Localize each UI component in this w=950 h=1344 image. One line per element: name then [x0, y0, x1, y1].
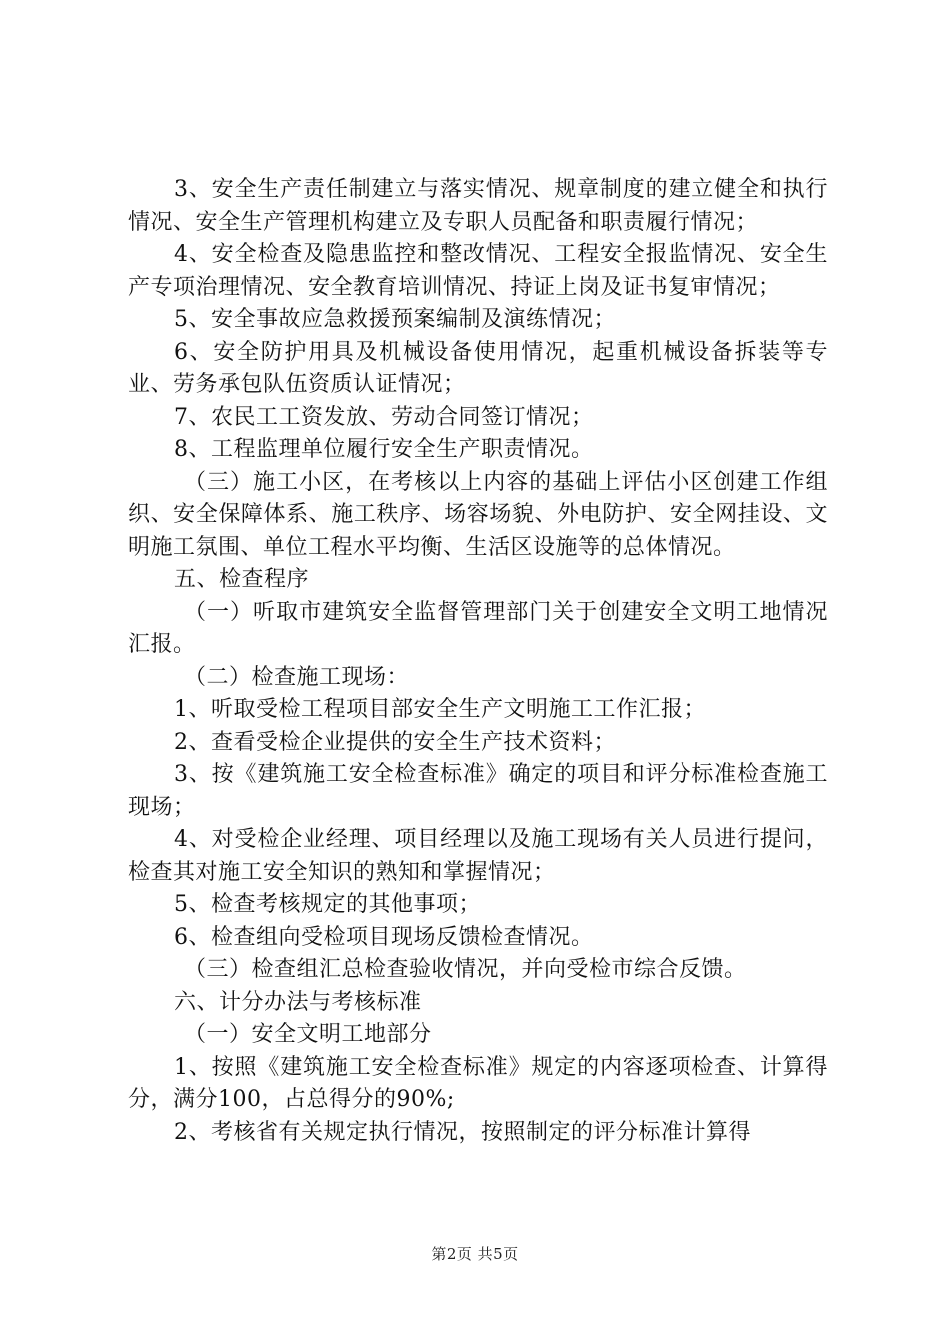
- paragraph: 1、听取受检工程项目部安全生产文明施工工作汇报；: [174, 697, 706, 722]
- paragraph: 3、安全生产责任制建立与落实情况、规章制度的建立健全和执行情况、安全生产管理机构建立及专职人员配备和职责履行情况；: [128, 177, 828, 235]
- page-number-label: 第2页 共5页: [431, 1245, 519, 1263]
- paragraph: 5、检查考核规定的其他事项；: [174, 892, 481, 917]
- paragraph: 4、安全检查及隐患监控和整改情况、工程安全报监情况、安全生产专项治理情况、安全教育培训情况、持证上岗及证书复审情况；: [128, 242, 828, 300]
- subsection-heading: （一）安全文明工地部分: [184, 1022, 432, 1047]
- document-body: [128, 174, 828, 1149]
- paragraph: 6、检查组向受检项目现场反馈检查情况。: [174, 924, 594, 950]
- paragraph: （三）施工小区，在考核以上内容的基础上评估小区创建工作组织、安全保障体系、施工秩序、场容场貌、外电防护、安全网挂设、文明施工氛围、单位工程水平均衡、生活区设施等的总体情况。: [128, 469, 828, 560]
- paragraph: 2、查看受检企业提供的安全生产技术资料；: [174, 729, 616, 755]
- section-heading: 六、计分办法与考核标准: [174, 989, 422, 1015]
- paragraph: 5、安全事故应急救援预案编制及演练情况；: [174, 307, 616, 332]
- paragraph: 6、安全防护用具及机械设备使用情况，起重机械设备拆装等专业、劳务承包队伍资质认证情况；: [128, 339, 828, 397]
- paragraph: 2、考核省有关规定执行情况，按照制定的评分标准计算得: [174, 1119, 751, 1145]
- paragraph: （三）检查组汇总检查验收情况，并向受检市综合反馈。: [184, 957, 747, 982]
- paragraph: 1、按照《建筑施工安全检查标准》规定的内容逐项检查、计算得分，满分100，占总得分的90%;: [128, 1054, 828, 1112]
- subsection-heading: （二）检查施工现场：: [184, 664, 410, 690]
- paragraph: 7、农民工工资发放、劳动合同签订情况；: [174, 404, 594, 430]
- section-heading: 五、检查程序: [174, 567, 310, 592]
- page-footer: [0, 1243, 950, 1264]
- paragraph: 8、工程监理单位履行安全生产职责情况。: [174, 437, 594, 462]
- paragraph: （一）听取市建筑安全监督管理部门关于创建安全文明工地情况汇报。: [128, 599, 828, 657]
- paragraph: 3、按《建筑施工安全检查标准》确定的项目和评分标准检查施工现场；: [128, 762, 828, 820]
- paragraph: 4、对受检企业经理、项目经理以及施工现场有关人员进行提问，检查其对施工安全知识的熟知和掌握情况；: [128, 827, 828, 885]
